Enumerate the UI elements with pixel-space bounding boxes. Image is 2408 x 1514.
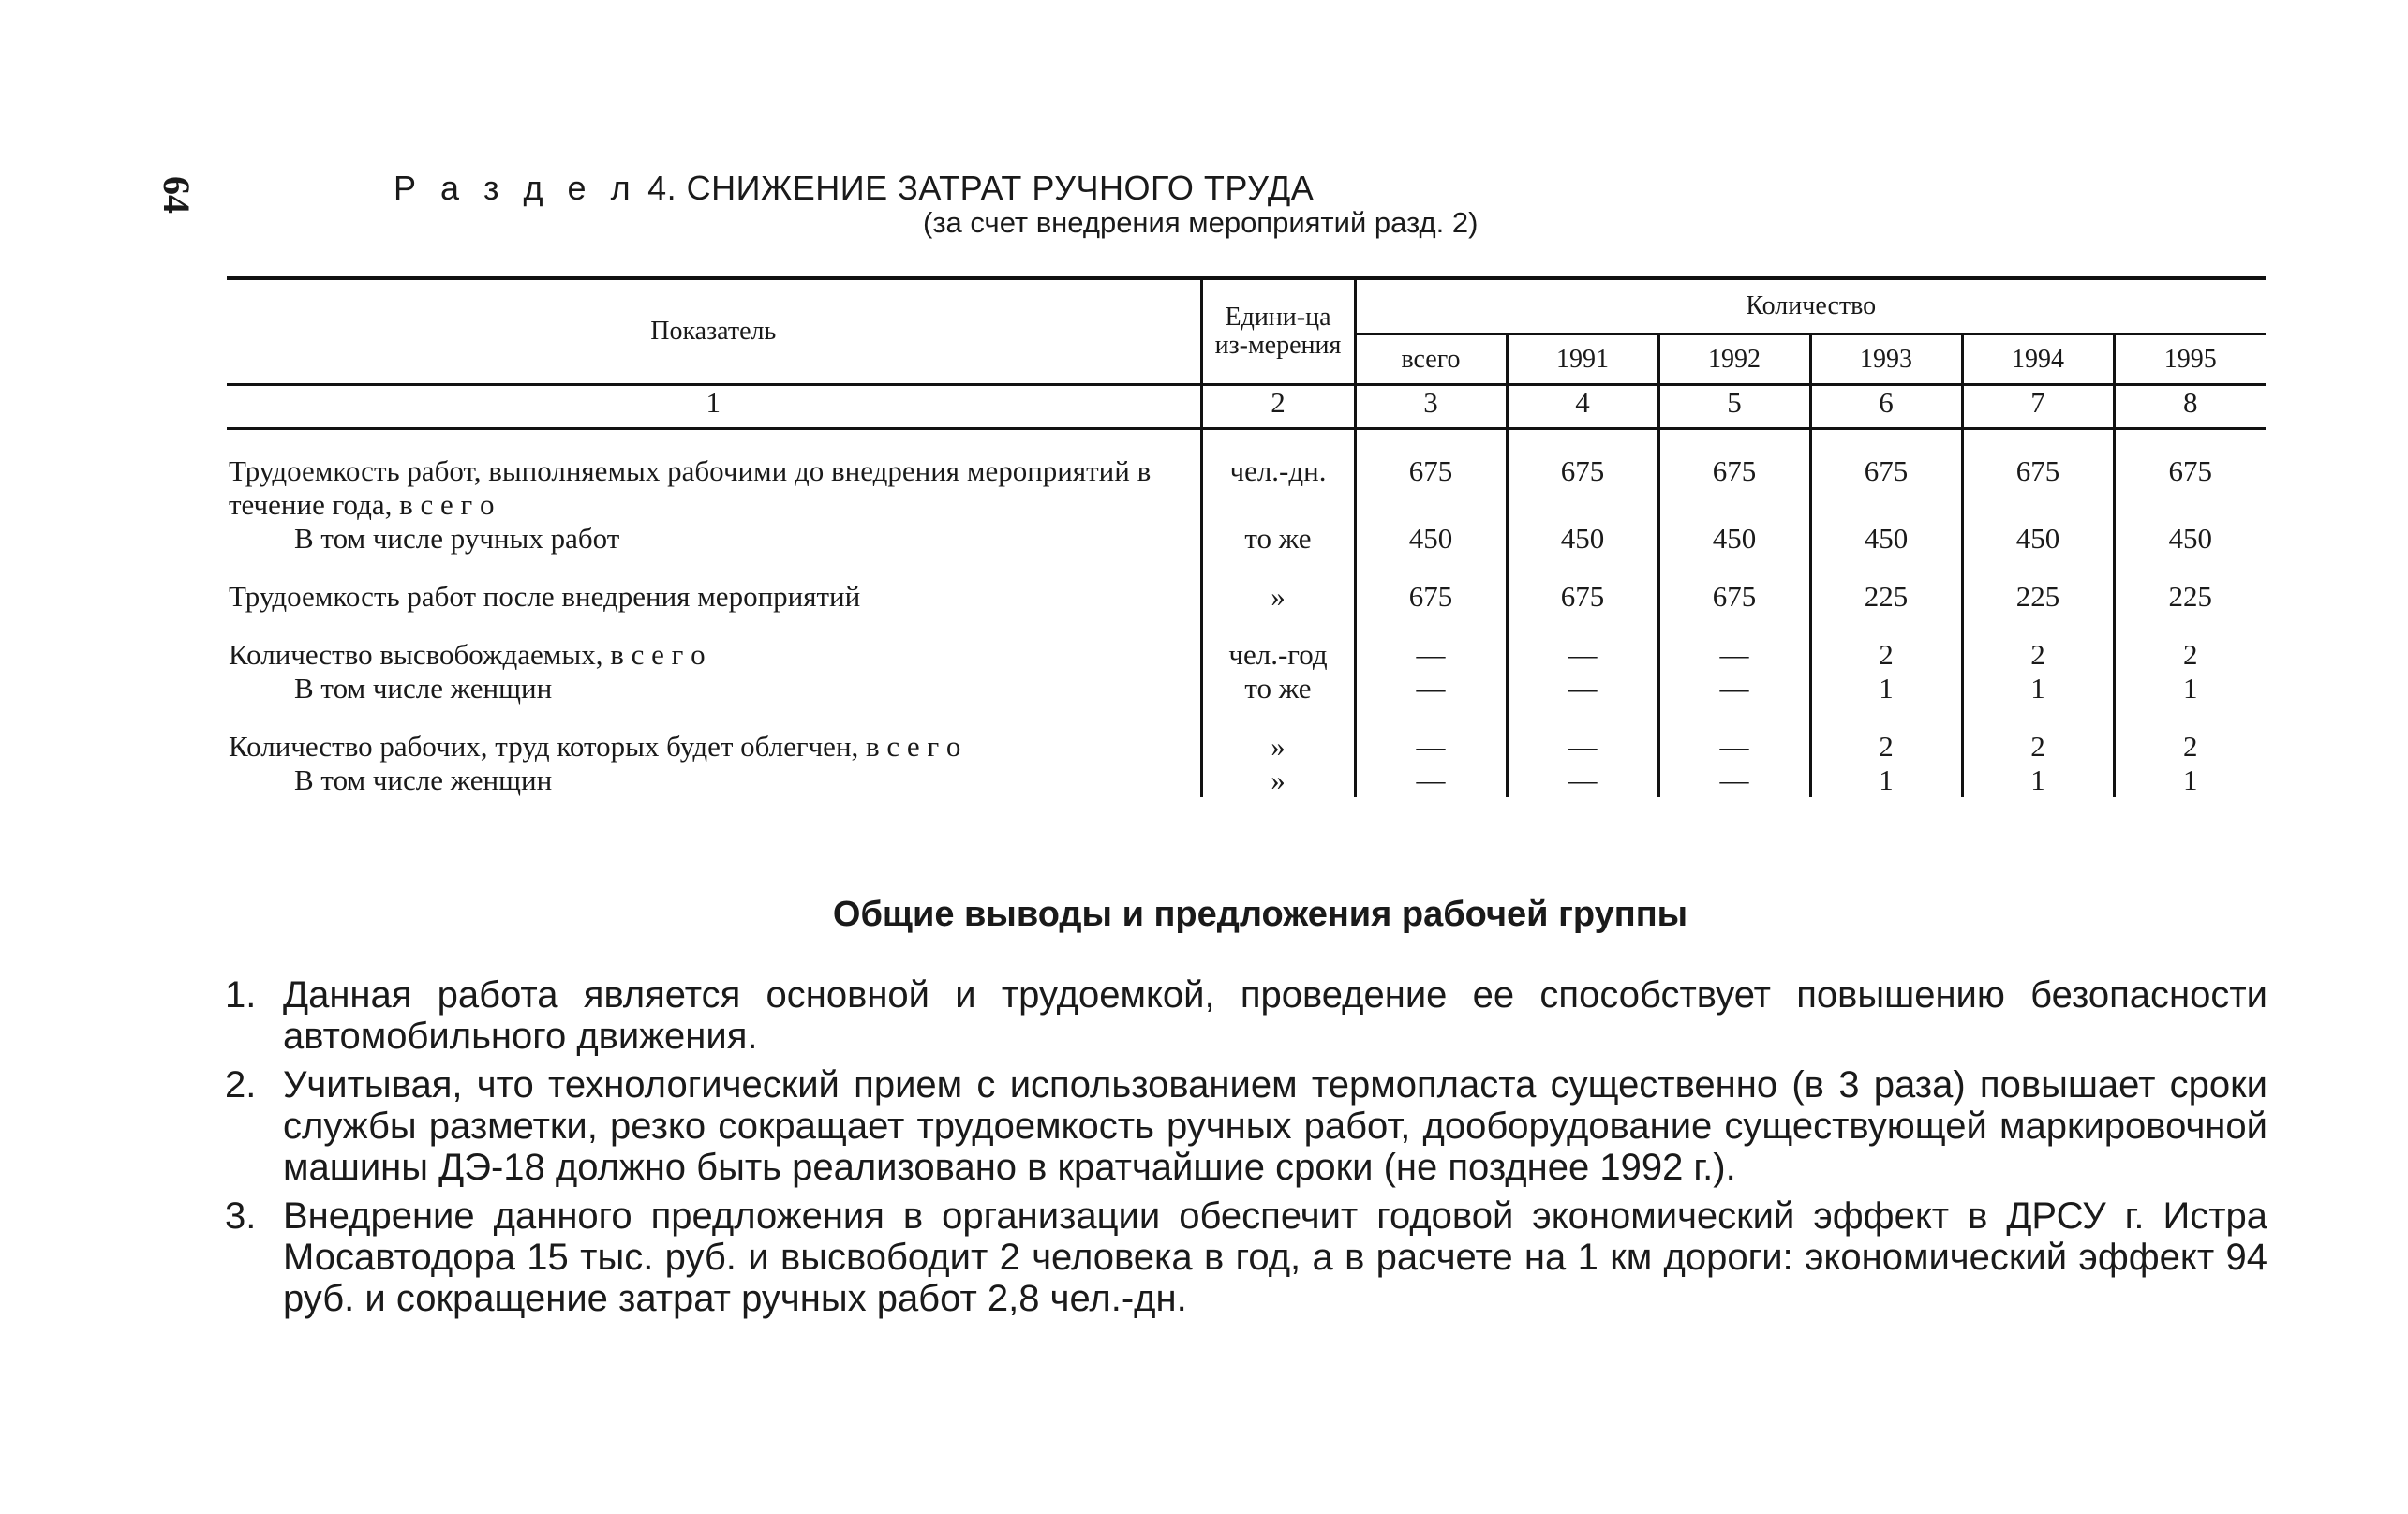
cell: 675: [1810, 454, 1962, 522]
cell: 450: [1355, 522, 1507, 556]
header-unit: Едини-ца из-мерения: [1201, 278, 1355, 385]
col-num: 6: [1810, 385, 1962, 429]
table-row: [227, 454, 2266, 522]
conclusions-list: [225, 974, 2267, 1327]
cell: —: [1507, 764, 1658, 797]
cell: —: [1507, 730, 1658, 764]
table-row: [227, 672, 2266, 705]
labor-cost-table: [227, 276, 2266, 797]
section-title-text: 4. СНИЖЕНИЕ ЗАТРАТ РУЧНОГО ТРУДА: [647, 169, 1315, 207]
cell: 2: [1962, 638, 2114, 672]
cell: 450: [1658, 522, 1810, 556]
header-quantity: Количество: [1355, 278, 2266, 334]
item-text: Внедрение данного предложения в организации обеспечит годовой экономический эффект в ДРСУ г. Истра Мосавтодора 15 тыс. руб. и высвободит 2 человека в год, а в расчете на 1 км дороги: экономический эффект 94 руб. и сокращение затрат ручных работ 2,8 чел.-дн.: [283, 1195, 2267, 1319]
cell: 2: [1810, 730, 1962, 764]
page-number: 64: [156, 176, 198, 214]
table-row: [227, 730, 2266, 764]
table-row: [227, 764, 2266, 797]
item-number: 2.: [225, 1064, 257, 1106]
cell: 1: [1810, 672, 1962, 705]
cell: 675: [1355, 454, 1507, 522]
cell: 1: [1810, 764, 1962, 797]
row-unit: чел.-дн.: [1201, 454, 1355, 522]
cell: 675: [1658, 454, 1810, 522]
cell: 2: [1962, 730, 2114, 764]
item-number: 1.: [225, 974, 257, 1016]
cell: 225: [2114, 580, 2266, 614]
row-unit: то же: [1201, 522, 1355, 556]
cell: 450: [1810, 522, 1962, 556]
col-num: 3: [1355, 385, 1507, 429]
cell: 450: [2114, 522, 2266, 556]
cell: —: [1507, 672, 1658, 705]
header-col-1991: 1991: [1507, 334, 1658, 385]
section-prefix: Р а з д е л: [394, 169, 638, 207]
row-label: В том числе ручных работ: [294, 522, 620, 555]
row-unit: то же: [1201, 672, 1355, 705]
column-number-row: [227, 385, 2266, 429]
table-row: [227, 580, 2266, 614]
header-col-1993: 1993: [1810, 334, 1962, 385]
col-num: 4: [1507, 385, 1658, 429]
col-num: 5: [1658, 385, 1810, 429]
cell: 675: [1355, 580, 1507, 614]
cell: 675: [2114, 454, 2266, 522]
cell: —: [1355, 730, 1507, 764]
item-text: Данная работа является основной и трудоемкой, проведение ее способствует повышению безопасности автомобильного движения.: [283, 974, 2267, 1057]
list-item: [225, 974, 2267, 1057]
list-item: [225, 1195, 2267, 1319]
row-label: Трудоемкость работ, выполняемых рабочими до внедрения мероприятий в течение года, в с е г о: [229, 454, 1152, 521]
row-label: Количество рабочих, труд которых будет облегчен, в с е г о: [229, 730, 961, 763]
col-num: 1: [227, 385, 1201, 429]
cell: 1: [2114, 764, 2266, 797]
header-col-1994: 1994: [1962, 334, 2114, 385]
row-unit: »: [1201, 764, 1355, 797]
item-number: 3.: [225, 1195, 257, 1237]
section-subtitle: (за счет внедрения мероприятий разд. 2): [923, 206, 1479, 239]
cell: 675: [1507, 454, 1658, 522]
cell: 1: [2114, 672, 2266, 705]
header-col-total: всего: [1355, 334, 1507, 385]
cell: 450: [1507, 522, 1658, 556]
cell: 675: [1507, 580, 1658, 614]
cell: 2: [2114, 730, 2266, 764]
cell: 1: [1962, 764, 2114, 797]
row-label: В том числе женщин: [294, 764, 553, 796]
cell: —: [1658, 764, 1810, 797]
cell: —: [1355, 638, 1507, 672]
row-unit: »: [1201, 580, 1355, 614]
header-indicator: Показатель: [227, 278, 1201, 385]
cell: 2: [1810, 638, 1962, 672]
list-item: [225, 1064, 2267, 1188]
table-row: [227, 638, 2266, 672]
cell: 675: [1962, 454, 2114, 522]
cell: —: [1658, 730, 1810, 764]
cell: 2: [2114, 638, 2266, 672]
col-num: 7: [1962, 385, 2114, 429]
cell: 450: [1962, 522, 2114, 556]
col-num: 2: [1201, 385, 1355, 429]
cell: 225: [1810, 580, 1962, 614]
section-title: [0, 169, 2408, 208]
row-label: В том числе женщин: [294, 672, 553, 705]
cell: —: [1658, 672, 1810, 705]
row-label: Трудоемкость работ после внедрения мероприятий: [229, 580, 861, 613]
row-label: Количество высвобождаемых, в с е г о: [229, 638, 706, 671]
cell: 1: [1962, 672, 2114, 705]
conclusions-heading: Общие выводы и предложения рабочей группы: [832, 895, 1688, 934]
row-unit: чел.-год: [1201, 638, 1355, 672]
item-text: Учитывая, что технологический прием с использованием термопласта существенно (в 3 раза) повышает сроки службы разметки, резко сокращает трудоемкость ручных работ, дооборудование существующей маркировочной машины ДЭ-18 должно быть реализовано в кратчайшие сроки (не позднее 1992 г.).: [283, 1064, 2267, 1188]
cell: —: [1658, 638, 1810, 672]
header-col-1995: 1995: [2114, 334, 2266, 385]
cell: —: [1355, 672, 1507, 705]
table-row: [227, 522, 2266, 556]
row-unit: »: [1201, 730, 1355, 764]
cell: —: [1507, 638, 1658, 672]
header-col-1992: 1992: [1658, 334, 1810, 385]
cell: —: [1355, 764, 1507, 797]
cell: 225: [1962, 580, 2114, 614]
cell: 675: [1658, 580, 1810, 614]
col-num: 8: [2114, 385, 2266, 429]
